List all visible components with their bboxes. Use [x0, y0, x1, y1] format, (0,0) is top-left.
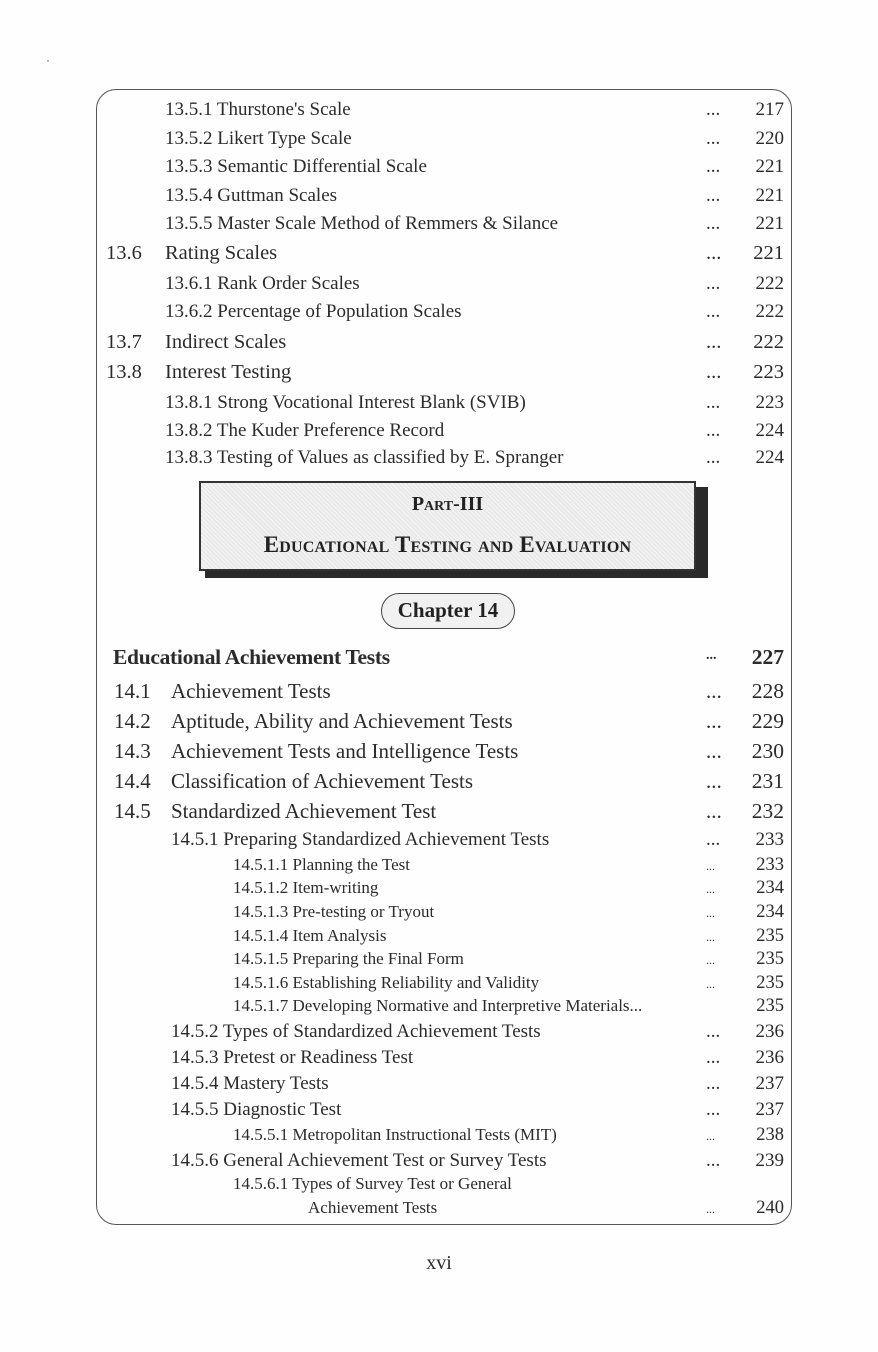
- toc-entry-page: 235: [756, 926, 784, 946]
- part-label: Part-III: [411, 493, 484, 515]
- toc-entry-page: 232: [751, 799, 784, 823]
- toc-entry-page: 237: [755, 1073, 784, 1094]
- toc-entry[interactable]: [0, 420, 878, 448]
- toc-entry-title: 14.5.1.4 Item Analysis: [233, 926, 387, 945]
- toc-entry-leader: ...: [706, 829, 721, 850]
- toc-entry-leader: ...: [706, 242, 722, 264]
- toc-entry-leader: ...: [706, 769, 722, 793]
- toc-entry-number: 13.7: [106, 331, 142, 353]
- toc-entry[interactable]: [0, 128, 878, 156]
- toc-entry-number: 14.1: [114, 679, 151, 703]
- toc-entry-title: 14.5.3 Pretest or Readiness Test: [171, 1047, 414, 1068]
- toc-entry-page: 236: [755, 1021, 784, 1042]
- toc-entry-title: 14.5.1.5 Preparing the Final Form: [233, 949, 464, 968]
- chapter-heading-page: 227: [751, 645, 784, 669]
- scan-speck: [47, 60, 49, 62]
- toc-entry-title: 13.5.4 Guttman Scales: [165, 185, 338, 206]
- toc-entry-page: 221: [755, 213, 784, 234]
- toc-entry-leader: ...: [706, 1021, 721, 1042]
- toc-entry-leader: ...: [706, 859, 715, 873]
- toc-entry[interactable]: [0, 185, 878, 213]
- toc-entry-page: 228: [751, 679, 784, 703]
- toc-entry-title: 13.6.1 Rank Order Scales: [165, 273, 360, 294]
- toc-entry-number: 14.3: [114, 739, 151, 763]
- toc-entry[interactable]: [0, 447, 878, 475]
- toc-entry-title: 13.8.1 Strong Vocational Interest Blank (SVIB): [165, 392, 526, 413]
- toc-entry[interactable]: [0, 1125, 878, 1153]
- toc-entry-title: Aptitude, Ability and Achievement Tests: [171, 709, 513, 733]
- toc-entry[interactable]: [0, 1198, 878, 1226]
- toc-entry-title: 14.5.1.3 Pre-testing or Tryout: [233, 902, 435, 921]
- toc-entry-leader: ...: [706, 1073, 721, 1094]
- toc-entry-page: 235: [756, 973, 784, 993]
- toc-entry-leader: ...: [706, 953, 715, 967]
- toc-entry-page: 229: [751, 709, 784, 733]
- toc-entry-title: 13.5.3 Semantic Differential Scale: [165, 156, 427, 177]
- toc-entry[interactable]: [0, 1099, 878, 1127]
- toc-entry-leader: ...: [706, 361, 722, 383]
- toc-entry-title: Indirect Scales: [165, 331, 287, 353]
- toc-entry-page: 220: [755, 128, 784, 149]
- part-title: Educational Testing and Evaluation: [263, 532, 632, 557]
- toc-entry-page: 233: [755, 829, 784, 850]
- toc-entry[interactable]: [0, 769, 878, 797]
- page-number: xvi: [426, 1252, 452, 1274]
- toc-entry[interactable]: [0, 242, 878, 270]
- toc-entry-page: 235: [756, 949, 784, 969]
- toc-entry-page: 234: [756, 902, 784, 922]
- toc-entry[interactable]: [0, 829, 878, 857]
- toc-entry-leader: ...: [706, 1202, 715, 1216]
- toc-entry-title: Achievement Tests: [308, 1198, 438, 1217]
- toc-entry-page: 235: [756, 996, 784, 1016]
- toc-entry[interactable]: [0, 273, 878, 301]
- toc-entry-page: 234: [756, 878, 784, 898]
- toc-entry-title: 14.5.5.1 Metropolitan Instructional Tests (MIT): [233, 1125, 557, 1144]
- toc-entry-title: 14.5.1.2 Item-writing: [233, 878, 379, 897]
- toc-entry[interactable]: [0, 156, 878, 184]
- toc-entry-title: 13.8.2 The Kuder Preference Record: [165, 420, 445, 441]
- toc-entry-leader: ...: [706, 1150, 721, 1171]
- toc-entry-page: 236: [755, 1047, 784, 1068]
- toc-entry[interactable]: [0, 799, 878, 827]
- part-banner: [199, 481, 696, 571]
- toc-entry-number: 13.6: [106, 242, 142, 264]
- chapter-heading-row[interactable]: [0, 645, 878, 673]
- toc-entry-leader: ...: [706, 213, 721, 234]
- toc-entry-title: 14.5.1.7 Developing Normative and Interpretive Materials...: [233, 996, 643, 1015]
- toc-entry-leader: ...: [706, 882, 715, 896]
- toc-entry-leader: ...: [706, 156, 721, 177]
- toc-entry-page: 231: [751, 769, 784, 793]
- toc-entry-title: Achievement Tests and Intelligence Tests: [171, 739, 519, 763]
- toc-entry-title: Classification of Achievement Tests: [171, 769, 473, 793]
- toc-entry-title: 14.5.2 Types of Standardized Achievement Tests: [171, 1021, 541, 1042]
- toc-entry-page: 230: [751, 739, 784, 763]
- toc-entry-number: 14.4: [114, 769, 151, 793]
- toc-entry[interactable]: [0, 213, 878, 241]
- toc-entry-page: 237: [755, 1099, 784, 1120]
- toc-entry-page: 222: [753, 331, 784, 353]
- toc-entry[interactable]: [0, 996, 878, 1024]
- toc-entry-page: 224: [755, 420, 784, 441]
- toc-entry-title: 14.5.5 Diagnostic Test: [171, 1099, 342, 1120]
- toc-entry-number: 14.2: [114, 709, 151, 733]
- toc-entry-page: 221: [753, 242, 784, 264]
- toc-entry[interactable]: [0, 1021, 878, 1049]
- toc-entry-leader: ...: [706, 977, 715, 991]
- toc-entry-leader: ...: [706, 1099, 721, 1120]
- toc-entry-leader: ...: [706, 301, 721, 322]
- toc-entry-leader: ...: [706, 906, 715, 920]
- toc-entry-leader: ...: [706, 273, 721, 294]
- toc-entry-leader: ...: [706, 1047, 721, 1068]
- toc-entry-leader: ...: [706, 679, 722, 703]
- toc-entry-leader: ...: [706, 930, 715, 944]
- toc-entry-page: 221: [755, 185, 784, 206]
- toc-entry-title: 14.5.1 Preparing Standardized Achievement Tests: [171, 829, 550, 850]
- toc-entry-title: 14.5.6.1 Types of Survey Test or General: [233, 1174, 512, 1193]
- toc-entry-page: 233: [756, 855, 784, 875]
- toc-entry-leader: ...: [706, 739, 722, 763]
- toc-entry-page: 224: [755, 447, 784, 468]
- toc-entry-leader: ...: [706, 447, 721, 468]
- toc-entry[interactable]: [0, 301, 878, 329]
- toc-entry[interactable]: [0, 679, 878, 707]
- toc-entry-page: 221: [755, 156, 784, 177]
- toc-entry-page: 222: [755, 273, 784, 294]
- chapter-heading-title: Educational Achievement Tests: [113, 645, 390, 669]
- toc-entry[interactable]: [0, 709, 878, 737]
- chapter-badge: Chapter 14: [381, 593, 515, 629]
- toc-entry[interactable]: [0, 1047, 878, 1075]
- toc-entry-title: Rating Scales: [165, 242, 278, 264]
- toc-entry-page: 238: [756, 1125, 784, 1145]
- toc-entry-leader: ...: [706, 185, 721, 206]
- toc-entry-page: 217: [755, 99, 784, 120]
- toc-entry-title: Standardized Achievement Test: [171, 799, 437, 823]
- toc-entry-leader: ...: [706, 420, 721, 441]
- toc-entry-leader: ...: [706, 799, 722, 823]
- chapter-heading-dots: ...: [706, 648, 717, 663]
- toc-entry-page: 223: [755, 392, 784, 413]
- toc-entry-leader: ...: [706, 709, 722, 733]
- toc-entry-title: 13.5.5 Master Scale Method of Remmers & Silance: [165, 213, 559, 234]
- toc-entry-leader: ...: [706, 128, 721, 149]
- toc-entry-page: 239: [755, 1150, 784, 1171]
- toc-entry-title: 13.5.2 Likert Type Scale: [165, 128, 352, 149]
- toc-entry-title: 13.5.1 Thurstone's Scale: [165, 99, 351, 120]
- toc-entry-leader: ...: [706, 331, 722, 353]
- toc-entry-page: 223: [753, 361, 784, 383]
- toc-entry-title: 14.5.1.1 Planning the Test: [233, 855, 410, 874]
- toc-entry-title: 14.5.1.6 Establishing Reliability and Validity: [233, 973, 540, 992]
- toc-entry-leader: ...: [706, 99, 721, 120]
- toc-entry-number: 13.8: [106, 361, 142, 383]
- toc-entry-title: Interest Testing: [165, 361, 292, 383]
- toc-entry[interactable]: [0, 392, 878, 420]
- toc-entry-title: Achievement Tests: [171, 679, 331, 703]
- toc-entry[interactable]: [0, 99, 878, 127]
- toc-entry-page: 240: [756, 1198, 784, 1218]
- toc-entry[interactable]: [0, 331, 878, 359]
- toc-entry-page: 222: [755, 301, 784, 322]
- toc-entry-number: 14.5: [114, 799, 151, 823]
- toc-entry-title: 14.5.4 Mastery Tests: [171, 1073, 329, 1094]
- toc-entry-leader: ...: [706, 1129, 715, 1143]
- toc-entry-title: 13.6.2 Percentage of Population Scales: [165, 301, 462, 322]
- toc-entry[interactable]: [0, 1073, 878, 1101]
- toc-entry-leader: ...: [706, 392, 721, 413]
- toc-entry[interactable]: [0, 361, 878, 389]
- toc-entry-title: 13.8.3 Testing of Values as classified by E. Spranger: [165, 447, 564, 468]
- toc-entry-title: 14.5.6 General Achievement Test or Survey Tests: [171, 1150, 547, 1171]
- toc-entry[interactable]: [0, 739, 878, 767]
